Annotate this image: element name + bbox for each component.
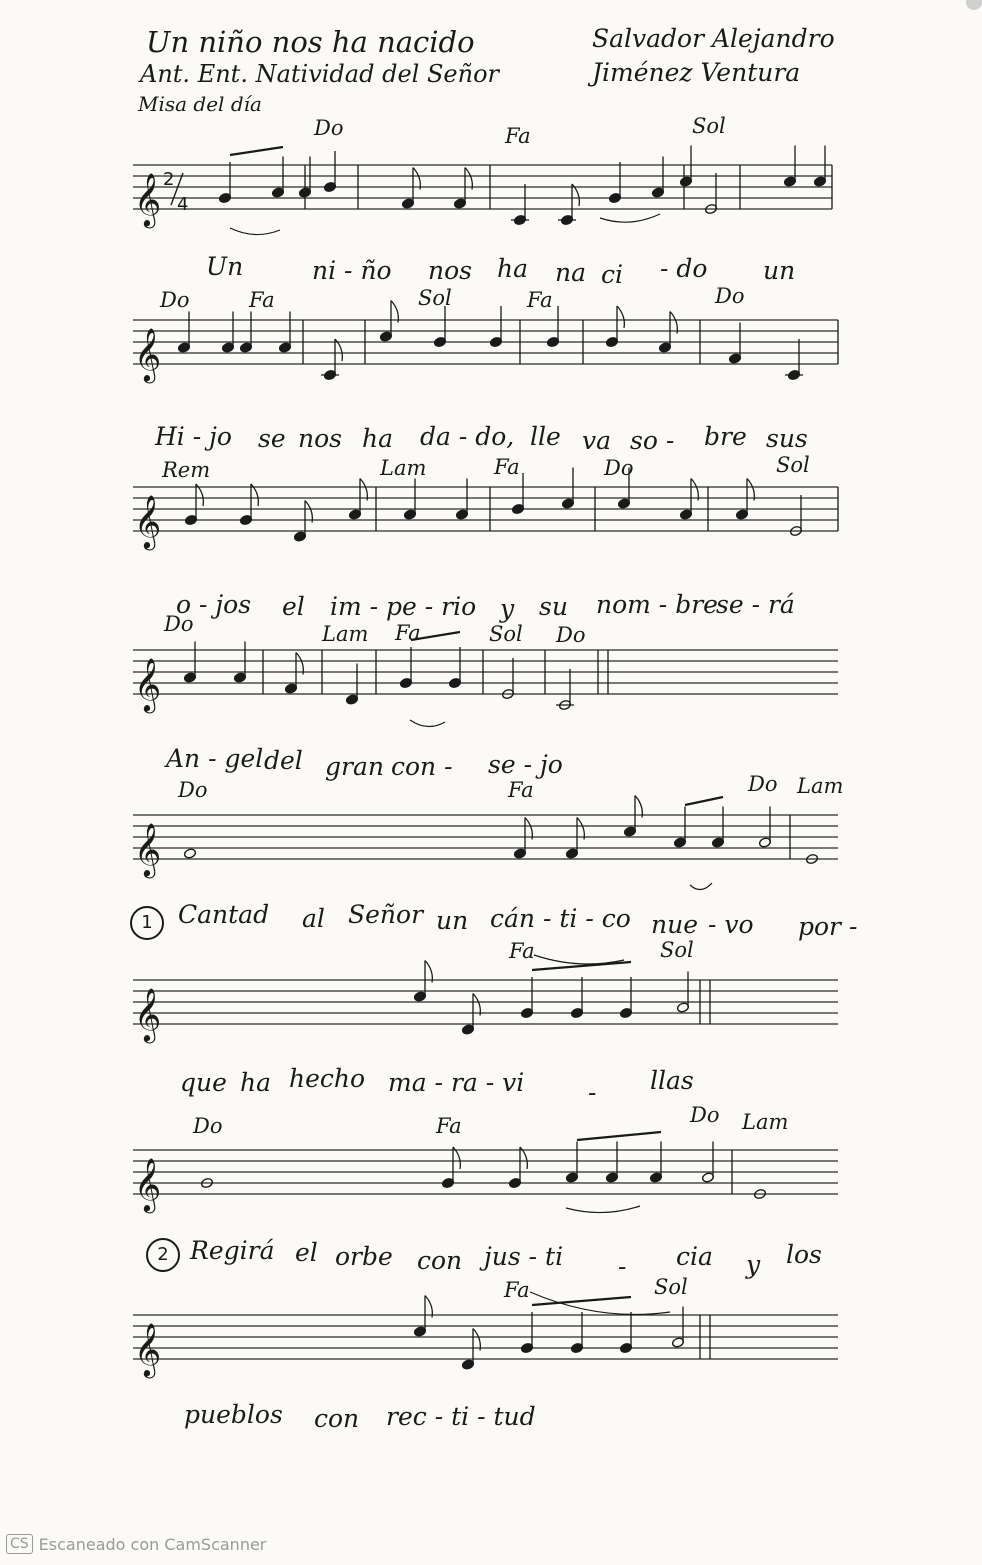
- treble-clef-icon: 𝄞: [134, 822, 162, 876]
- note-flag: [473, 1329, 480, 1351]
- song-title: Un niño nos ha nacido: [146, 25, 475, 59]
- lyric-syllable: nos: [428, 256, 472, 285]
- lyric-syllable: y: [746, 1250, 761, 1279]
- lyric-syllable: su: [539, 592, 568, 621]
- note-flag: [635, 796, 642, 818]
- time-signature-bottom: 4: [177, 194, 189, 215]
- lyric-syllable: bre: [704, 422, 747, 451]
- lyric-syllable: Hi - jo: [155, 422, 232, 451]
- lyric-syllable: cia: [676, 1242, 713, 1271]
- note-flag: [691, 479, 698, 501]
- lyric-syllable: sus: [766, 424, 808, 453]
- slur: [690, 883, 712, 890]
- note-flag: [670, 312, 677, 334]
- note-beam: [577, 1132, 661, 1140]
- lyric-syllable: el: [295, 1238, 318, 1267]
- note-flag: [296, 653, 303, 675]
- lyric-syllable: -: [618, 1252, 627, 1281]
- chord: Fa: [509, 939, 535, 963]
- chord: Do: [314, 116, 344, 140]
- note-beam: [230, 147, 283, 155]
- note-flag: [413, 168, 420, 190]
- composer-line-1: Salvador Alejandro: [592, 24, 835, 53]
- chord: Do: [160, 288, 190, 312]
- lyric-syllable: nom - bre: [596, 590, 718, 619]
- scanner-watermark-text: Escaneado con CamScanner: [38, 1534, 267, 1554]
- treble-clef-icon: 𝄞: [134, 327, 162, 381]
- lyric-syllable: llas: [650, 1066, 694, 1095]
- chord: Do: [690, 1103, 720, 1127]
- song-subtitle-mass: Misa del día: [138, 92, 262, 116]
- lyric-syllable: con -: [391, 752, 453, 781]
- note-flag: [747, 479, 754, 501]
- note-flag: [617, 306, 624, 328]
- chord: Fa: [505, 124, 531, 148]
- chord: Sol: [489, 622, 523, 646]
- note-flag: [305, 501, 312, 523]
- lyric-syllable: los: [786, 1240, 822, 1269]
- lyric-syllable: que: [180, 1068, 227, 1097]
- chord: Do: [715, 284, 745, 308]
- verse-number: 2: [146, 1238, 180, 1272]
- lyric-syllable: lle: [530, 422, 561, 451]
- slur: [534, 955, 624, 964]
- chord: Fa: [249, 288, 275, 312]
- note-beam: [685, 797, 723, 805]
- chord: Lam: [742, 1110, 789, 1134]
- lyric-syllable: gran: [325, 752, 384, 781]
- slur: [230, 228, 280, 235]
- chord: Fa: [504, 1278, 530, 1302]
- lyric-syllable: Señor: [348, 900, 424, 929]
- lyric-syllable: ma - ra - vi: [388, 1068, 525, 1097]
- note-head: [183, 848, 196, 859]
- note-flag: [425, 961, 432, 983]
- lyric-syllable: y: [500, 594, 515, 623]
- lyric-syllable: - vo: [708, 910, 754, 939]
- lyric-syllable: o - jos: [176, 590, 252, 619]
- scanner-watermark: [6, 1534, 266, 1554]
- lyric-syllable: - do: [660, 254, 708, 283]
- chord: Sol: [660, 938, 694, 962]
- chord: Lam: [322, 622, 369, 646]
- chord: Do: [164, 612, 194, 636]
- note-flag: [525, 818, 532, 840]
- note-flag: [465, 168, 472, 190]
- lyric-syllable: Cantad: [178, 900, 270, 929]
- lyric-syllable: na: [555, 258, 587, 287]
- chord: Sol: [692, 114, 726, 138]
- lyric-syllable: un: [763, 256, 796, 285]
- chord: Fa: [436, 1114, 462, 1138]
- note-flag: [425, 1296, 432, 1318]
- treble-clef-icon: 𝄞: [134, 172, 162, 226]
- chord: Do: [178, 778, 208, 802]
- lyric-syllable: del: [264, 746, 303, 775]
- lyric-syllable: Regirá: [190, 1236, 275, 1265]
- treble-clef-icon: 𝄞: [134, 657, 162, 711]
- treble-clef-icon: 𝄞: [134, 987, 162, 1041]
- lyric-syllable: por -: [798, 912, 858, 941]
- lyric-syllable: hecho: [289, 1064, 366, 1093]
- chord: Rem: [162, 458, 211, 482]
- chord: Sol: [776, 453, 810, 477]
- treble-clef-icon: 𝄞: [134, 1157, 162, 1211]
- chord: Lam: [797, 774, 844, 798]
- lyric-syllable: nue: [651, 910, 698, 939]
- chord: Do: [556, 623, 586, 647]
- lyric-syllable: un: [436, 906, 469, 935]
- lyric-syllable: ci: [601, 260, 623, 289]
- chord: Lam: [380, 456, 427, 480]
- note-flag: [473, 994, 480, 1016]
- lyric-syllable: con: [417, 1246, 463, 1275]
- note-flag: [360, 479, 367, 501]
- lyric-syllable: ha: [497, 254, 529, 283]
- camscanner-logo: CS: [6, 1534, 33, 1554]
- lyric-syllable: rec - ti - tud: [386, 1402, 536, 1431]
- lyric-syllable: An - gel: [166, 744, 264, 773]
- lyric-syllable: ni - ño: [312, 256, 392, 285]
- treble-clef-icon: 𝄞: [134, 494, 162, 548]
- slur: [410, 720, 445, 727]
- chord: Do: [748, 772, 778, 796]
- chord: Sol: [418, 286, 452, 310]
- time-signature-top: 2: [163, 169, 175, 190]
- lyric-syllable: se: [258, 424, 286, 453]
- lyric-syllable: ha: [240, 1068, 272, 1097]
- note-flag: [391, 301, 398, 323]
- lyric-syllable: cán - ti - co: [490, 904, 631, 933]
- lyric-syllable: con: [314, 1404, 360, 1433]
- chord: Do: [193, 1114, 223, 1138]
- note-beam: [532, 962, 631, 970]
- lyric-syllable: pueblos: [184, 1400, 283, 1429]
- note-beam: [411, 632, 460, 640]
- lyric-syllable: se - rá: [716, 590, 795, 619]
- slur: [566, 1206, 640, 1213]
- lyric-syllable: al: [302, 904, 325, 933]
- song-subtitle: Ant. Ent. Natividad del Señor: [140, 60, 499, 88]
- lyric-syllable: -: [588, 1078, 597, 1107]
- chord: Fa: [395, 621, 421, 645]
- chord: Fa: [508, 778, 534, 802]
- lyric-syllable: el: [282, 592, 305, 621]
- chord: Sol: [654, 1275, 688, 1299]
- chord: Fa: [494, 455, 520, 479]
- composer-line-2: Jiménez Ventura: [592, 58, 801, 87]
- chord: Fa: [527, 288, 553, 312]
- lyric-syllable: nos: [298, 424, 342, 453]
- lyric-syllable: ha: [362, 424, 394, 453]
- slur: [600, 214, 660, 222]
- lyric-syllable: orbe: [335, 1242, 393, 1271]
- lyric-syllable: jus - ti: [484, 1242, 564, 1271]
- verse-number: 1: [130, 906, 164, 940]
- treble-clef-icon: 𝄞: [134, 1322, 162, 1376]
- lyric-syllable: se - jo: [488, 750, 563, 779]
- note-flag: [577, 818, 584, 840]
- lyric-syllable: da - do,: [420, 422, 515, 451]
- chord: Do: [604, 456, 634, 480]
- lyric-syllable: im - pe - rio: [330, 592, 477, 621]
- lyric-syllable: va: [582, 426, 612, 455]
- lyric-syllable: Un: [206, 252, 244, 281]
- lyric-syllable: so -: [630, 426, 675, 455]
